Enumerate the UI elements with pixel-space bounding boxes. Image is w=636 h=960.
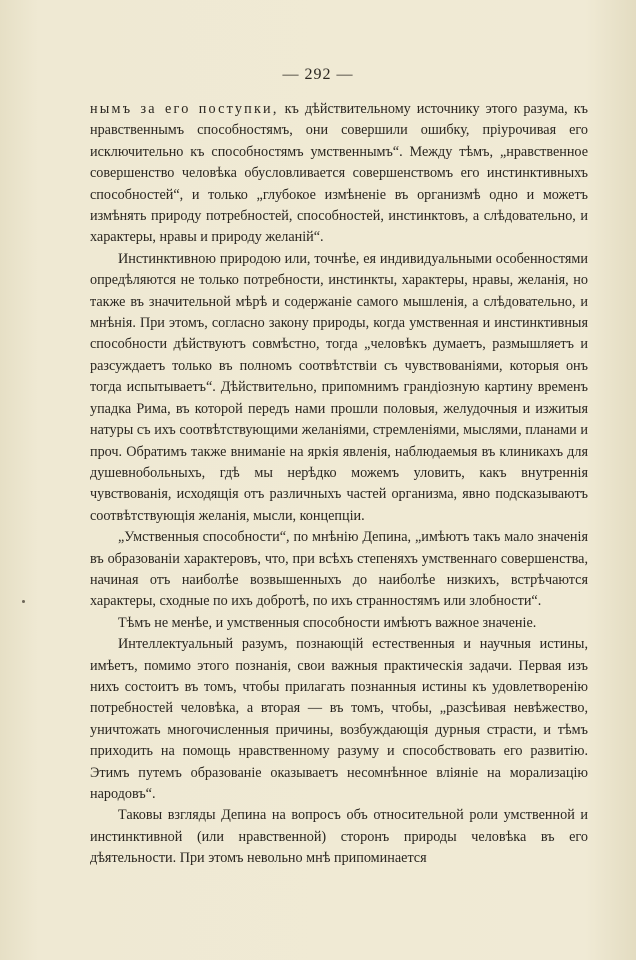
paragraph-4: Тѣмъ не менѣе, и умственныя способности имѣютъ важное значеніе. <box>118 614 537 631</box>
paragraph-6: Таковы взгляды Депина на вопросъ объ относительной роли умственной и инстинктивной (или нравственной) сторонъ природы человѣка въ его дѣятельности. При этомъ невольно мнѣ припоминается <box>90 807 588 867</box>
paragraph-3: „Умственныя способности“, по мнѣнію Депина, „имѣютъ такъ мало значенія въ образованіи характеровъ, что, при всѣхъ степеняхъ умственнаго совершенства, начиная отъ наиболѣе возвышенныхъ до наиболѣе низкихъ, встрѣчаются характеры, сходные по ихъ добротѣ, по ихъ странностямъ или злобности“. <box>90 529 588 610</box>
body-text <box>90 99 588 870</box>
margin-speck <box>22 600 25 603</box>
paragraph-1-lead: нымъ за его поступки, <box>90 101 279 117</box>
paragraph-1-text: къ дѣйствительному источнику этого разума, къ нравственнымъ способностямъ, они совершили ошибку, пріурочивая его исключительно къ способностямъ умственнымъ“. Между тѣмъ, „нравственное совершенство человѣка обусловливается совершенствомъ его инстинктивныхъ способностей“, и только „глубокое измѣненіе въ организмѣ одно и можетъ измѣнять природу потребностей, способностей, инстинктовъ, а слѣдовательно, и характеры, нравы и природу желаній“. <box>90 101 588 246</box>
paragraph-2: Инстинктивною природою или, точнѣе, ея индивидуальными особенностями опредѣляются не только потребности, инстинкты, характеры, нравы, желанія, но также въ значительной мѣрѣ и содержаніе самого мышленія, а слѣдовательно, и мнѣнія. При этомъ, согласно закону природы, когда умственная и инстинктивныя способности дѣйствуютъ совмѣстно, тогда „человѣкъ думаетъ, размышляетъ и разсуждаетъ только въ полномъ соотвѣтствіи съ чувствованіями, которыя онъ тогда испытываетъ“. Дѣйствительно, припомнимъ грандіозную картину временъ упадка Рима, въ которой передъ нами прошли половыя, желудочныя и изжитыя натуры съ ихъ соотвѣтствующими желаніями, стремленіями, мыслями, планами и проч. Обратимъ также вниманіе на яркія явленія, наблюдаемыя въ клиникахъ для душевнобольныхъ, гдѣ мы нерѣдко можемъ уловить, какъ внутреннія чувствованія, исходящія отъ различныхъ частей организма, явно подсказываютъ соотвѣтствующія желанія, мысли, концепціи. <box>90 250 588 524</box>
page-number: — 292 — <box>282 66 354 83</box>
paragraph-1 <box>90 99 588 249</box>
paragraph-5: Интеллектуальный разумъ, познающій естественныя и научныя истины, имѣетъ, помимо этого познанія, свои важныя практическія задачи. Первая изъ нихъ состоитъ въ томъ, чтобы прилагать познанныя истины къ удовлетворенію потребностей человѣка, а вторая — въ томъ, чтобы, „разсѣивая невѣжество, уничтожать многочисленныя причины, возбуждающія дурныя страсти, и тѣмъ приходить на помощь нравственному разуму и способствовать его развитію. Этимъ путемъ образованіе оказываетъ несомнѣнное вліяніе на морализацію народовъ“. <box>90 636 588 802</box>
